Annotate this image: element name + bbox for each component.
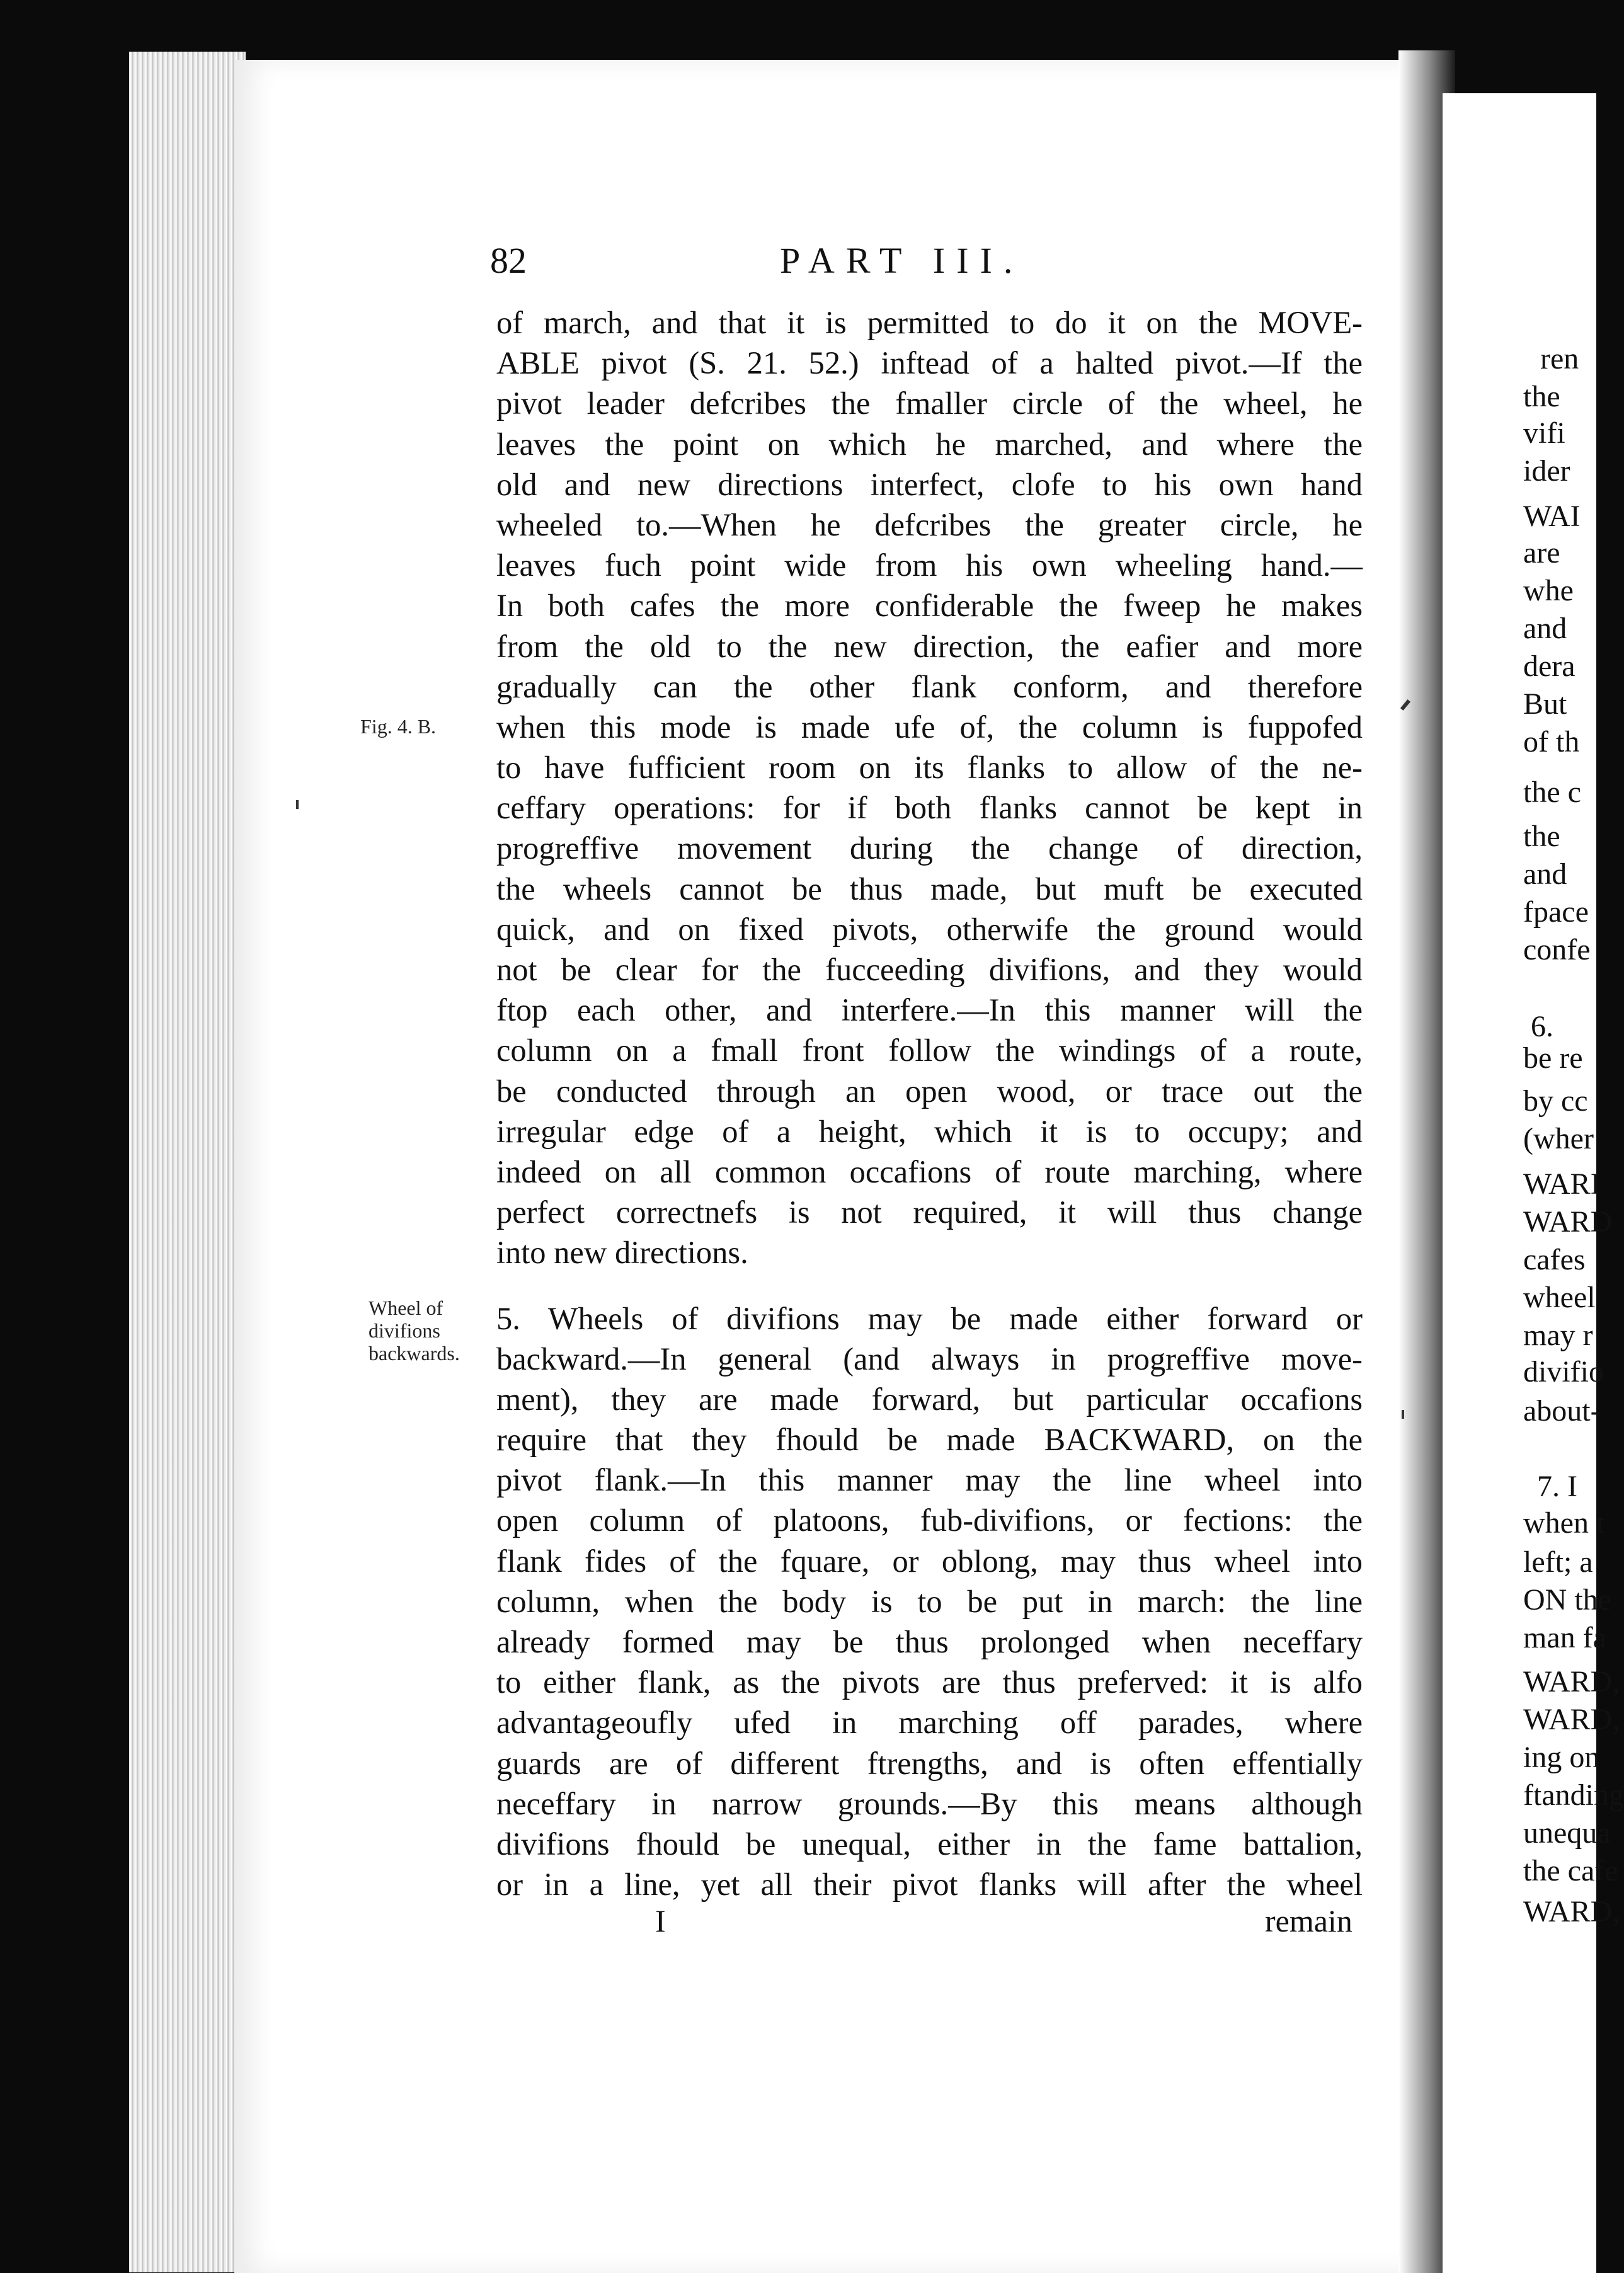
right-page-fragment: wheel	[1523, 1281, 1596, 1314]
text-line: to either flank, as the pivots are thus preferved: it is alfo	[496, 1664, 1363, 1700]
right-page-fragment: may r	[1523, 1319, 1593, 1352]
text-line: ceffary operations: for if both flanks cannot be kept in	[496, 790, 1363, 826]
right-page-fragment: the cafe	[1523, 1854, 1618, 1887]
margin-note-line: divifions	[369, 1319, 440, 1342]
right-page-fragment: vifi	[1523, 416, 1565, 450]
text-line: ABLE pivot (S. 21. 52.) inftead of a halted pivot.—If the	[496, 345, 1363, 381]
text-line: backward.—In general (and always in progreffive move-	[496, 1341, 1363, 1377]
text-line: guards are of different ftrengths, and is often effentially	[496, 1745, 1363, 1781]
page-number: 82	[490, 240, 527, 281]
text-line: the wheels cannot be thus made, but muft be executed	[496, 871, 1363, 907]
right-page-fragment: man fa	[1523, 1621, 1606, 1654]
text-line: flank fides of the fquare, or oblong, may thus wheel into	[496, 1543, 1363, 1579]
stray-mark	[296, 800, 299, 809]
catchword: remain	[1265, 1903, 1352, 1938]
right-page-fragment: dera	[1523, 650, 1575, 683]
right-page-fragment: and	[1523, 857, 1567, 891]
right-page-fragment: the c	[1523, 776, 1581, 809]
text-line: from the old to the new direction, the eafier and more	[496, 628, 1363, 664]
right-page-fragment: by cc	[1523, 1084, 1588, 1118]
right-page-fragment: ider	[1523, 454, 1570, 488]
margin-note-wheel	[369, 1297, 460, 1365]
text-line: into new directions.	[496, 1235, 748, 1271]
right-page-fragment: WARD,	[1523, 1895, 1620, 1928]
right-page-fragment: be re	[1523, 1041, 1583, 1075]
signature-mark: I	[655, 1903, 666, 1938]
text-line: of march, and that it is permitted to do it on the MOVE-	[496, 305, 1363, 340]
text-line: pivot flank.—In this manner may the line wheel into	[496, 1462, 1363, 1498]
right-page-fragment: left; a	[1523, 1545, 1593, 1579]
text-line: In both cafes the more confiderable the fweep he makes	[496, 588, 1363, 624]
right-page-fragment: divifio	[1523, 1355, 1604, 1388]
text-line: neceffary in narrow grounds.—By this means although	[496, 1785, 1363, 1821]
right-page-fragment: WARD	[1523, 1205, 1613, 1239]
right-page-fragment: But	[1523, 687, 1567, 721]
text-line: require that they fhould be made BACKWARD, on the	[496, 1422, 1363, 1458]
right-page-fragment: the	[1523, 820, 1560, 853]
text-line: ment), they are made forward, but particular occafions	[496, 1381, 1363, 1417]
text-line: pivot leader defcribes the fmaller circle of the wheel, he	[496, 386, 1363, 421]
body-text	[496, 302, 1363, 1904]
right-page-fragment: WARD,	[1523, 1703, 1620, 1736]
text-line: leaves the point on which he marched, and where the	[496, 426, 1363, 462]
right-page-fragment: ftanding	[1523, 1778, 1624, 1812]
right-page-fragment: ing on	[1523, 1741, 1600, 1774]
right-page-fragment: cafes	[1523, 1243, 1586, 1276]
text-line: when this mode is made ufe of, the column is fuppofed	[496, 709, 1363, 745]
paragraph-gap	[496, 1273, 1363, 1298]
margin-note-line: Wheel of	[369, 1297, 443, 1319]
right-page-fragment: of th	[1523, 725, 1580, 759]
right-page-fragment: WARD,	[1523, 1665, 1620, 1698]
text-line: wheeled to.—When he defcribes the greater circle, he	[496, 507, 1363, 542]
page-header	[490, 239, 1366, 290]
text-line: column, when the body is to be put in march: the line	[496, 1583, 1363, 1619]
margin-note-figure: Fig. 4. B.	[360, 715, 437, 738]
text-line: irregular edge of a height, which it is to occupy; and	[496, 1113, 1363, 1149]
text-line: or in a line, yet all their pivot flanks will after the wheel	[496, 1867, 1363, 1903]
text-line: open column of platoons, fub-divifions, or fections: the	[496, 1503, 1363, 1538]
text-line: ftop each other, and interfere.—In this manner will the	[496, 992, 1363, 1028]
text-line: to have fufficient room on its flanks to allow of the ne-	[496, 750, 1363, 786]
text-line: leaves fuch point wide from his own wheeling hand.—	[496, 547, 1363, 583]
right-page-fragment: ON the	[1523, 1583, 1611, 1617]
text-line: 5. Wheels of divifions may be made either forward or	[496, 1300, 1363, 1336]
right-page-fragment: are	[1523, 536, 1560, 570]
text-line: advantageoufly ufed in marching off parades, where	[496, 1705, 1363, 1741]
text-line: indeed on all common occafions of route marching, where	[496, 1154, 1363, 1189]
text-line: not be clear for the fucceeding divifions, and they would	[496, 952, 1363, 987]
right-page-fragment: when t	[1523, 1506, 1605, 1540]
running-head: PART III.	[780, 240, 1024, 281]
text-line: progreffive movement during the change of direction,	[496, 830, 1363, 866]
right-page-fragment: the	[1523, 380, 1560, 413]
text-line: divifions fhould be unequal, either in the fame battalion,	[496, 1826, 1363, 1862]
right-page-fragment: 7. I	[1537, 1470, 1577, 1503]
right-page-fragment: fpace	[1523, 895, 1589, 929]
text-line: column on a fmall front follow the windings of a route,	[496, 1033, 1363, 1068]
right-page-fragment: WAI	[1523, 500, 1581, 533]
book-page-edges	[129, 52, 246, 2272]
text-line: already formed may be thus prolonged when neceffary	[496, 1624, 1363, 1659]
right-page-fragment: 6.	[1531, 1010, 1553, 1043]
stray-mark	[1402, 1410, 1404, 1419]
right-page-fragment: (wher	[1523, 1122, 1594, 1155]
text-line: be conducted through an open wood, or trace out the	[496, 1073, 1363, 1109]
right-page-fragment: ren	[1540, 342, 1579, 375]
right-page-fragment: whe	[1523, 574, 1574, 607]
right-page-fragment: WARI	[1523, 1167, 1601, 1201]
text-line: quick, and on fixed pivots, otherwife the ground would	[496, 911, 1363, 947]
right-page-fragment: unequa	[1523, 1816, 1611, 1850]
right-page-fragment: about-	[1523, 1394, 1601, 1428]
text-line: old and new directions interfect, clofe to his own hand	[496, 466, 1363, 502]
text-line: perfect correctnefs is not required, it will thus change	[496, 1194, 1363, 1230]
right-page-fragment: confe	[1523, 933, 1591, 966]
margin-note-line: backwards.	[369, 1342, 460, 1365]
text-line: gradually can the other flank conform, and therefore	[496, 668, 1363, 704]
right-page-fragment: and	[1523, 612, 1567, 645]
